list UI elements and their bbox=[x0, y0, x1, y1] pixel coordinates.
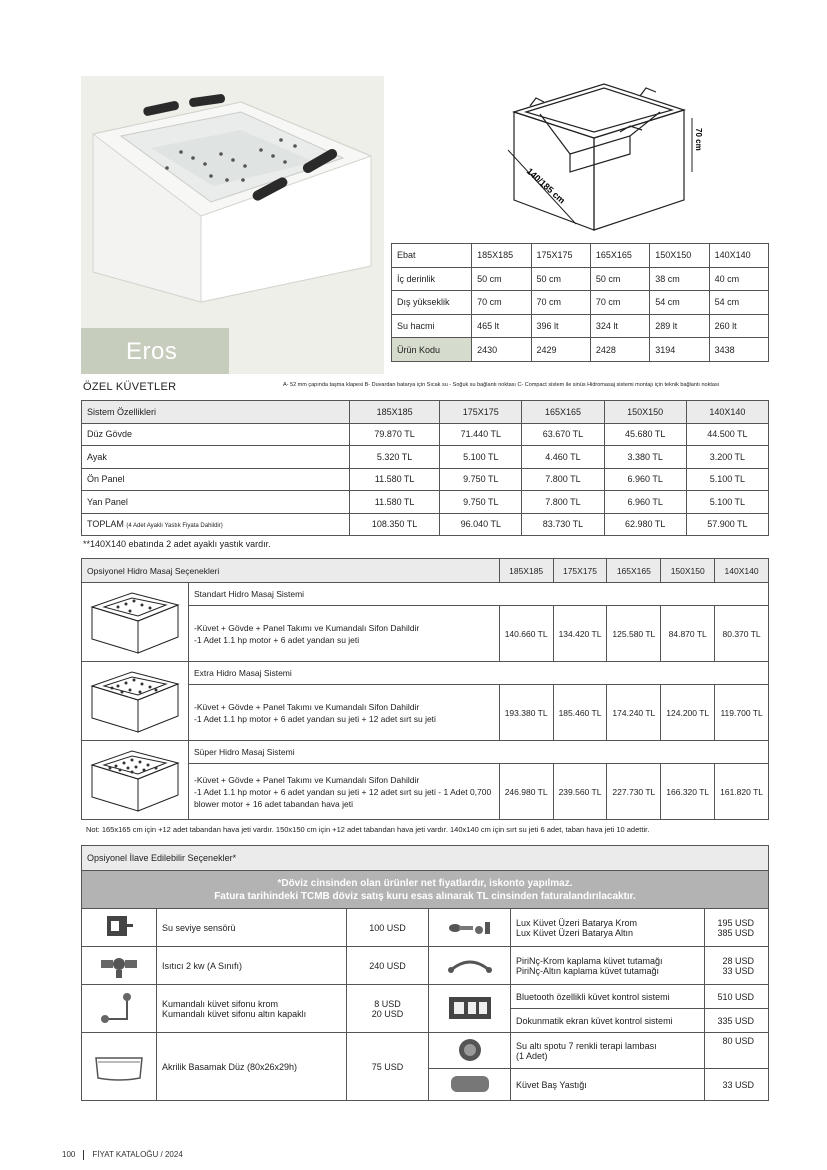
options-table bbox=[81, 845, 769, 1101]
height-dimension-label: 70 cm bbox=[694, 128, 703, 151]
option-price: 33 USD bbox=[705, 1069, 769, 1101]
hydro-option-name-row bbox=[82, 741, 769, 764]
drain-siphon-icon bbox=[82, 985, 157, 1033]
spec-row bbox=[392, 291, 769, 315]
price-cell: 79.870 TL bbox=[350, 423, 440, 446]
hydro-header-cell: 165X165 bbox=[607, 559, 661, 583]
option-label: Lux Küvet Üzeri Batarya Altın bbox=[516, 927, 634, 938]
spec-header-cell: 140X140 bbox=[709, 244, 768, 268]
price-cell: 3.200 TL bbox=[686, 446, 768, 469]
spec-cell: 3438 bbox=[709, 338, 768, 362]
spec-cell: 40 cm bbox=[709, 267, 768, 291]
tub-jets-icon bbox=[82, 741, 188, 817]
price-table bbox=[81, 400, 769, 536]
options-header-row bbox=[82, 846, 769, 871]
price-cell: 7.800 TL bbox=[522, 468, 604, 491]
footer-divider bbox=[83, 1150, 84, 1160]
price-footnote: **140X140 ebatında 2 adet ayaklı yastık vardır. bbox=[83, 539, 271, 549]
option-price: 510 USD bbox=[705, 985, 769, 1009]
option-label: Kumandalı küvet sifonu altın kapaklı bbox=[162, 1008, 307, 1019]
price-row-label: Ön Panel bbox=[82, 468, 350, 491]
hydro-option-name: Standart Hidro Masaj Sistemi bbox=[189, 583, 769, 606]
desc-line: -Küvet + Gövde + Panel Takımı ve Kumandalı Sifon Dahildir bbox=[194, 622, 420, 633]
hydro-header-cell: 140X140 bbox=[715, 559, 769, 583]
option-label: Su seviye sensörü bbox=[157, 909, 347, 947]
price-cell: 4.460 TL bbox=[522, 446, 604, 469]
spec-cell: 38 cm bbox=[650, 267, 709, 291]
desc-line: -1 Adet 1.1 hp motor + 6 adet yandan su jeti + 12 adet sırt su jeti bbox=[194, 713, 436, 724]
pillow-icon bbox=[429, 1069, 511, 1101]
price-cell: 63.670 TL bbox=[522, 423, 604, 446]
option-price: 240 USD bbox=[347, 947, 429, 985]
faucet-icon bbox=[429, 909, 511, 947]
spec-cell: 289 lt bbox=[650, 314, 709, 338]
catalog-title: FİYAT KATALOĞU / 2024 bbox=[92, 1150, 183, 1160]
option-price: 385 USD bbox=[717, 927, 754, 938]
price-header-cell: 175X175 bbox=[440, 401, 522, 424]
price-cell: 45.680 TL bbox=[604, 423, 686, 446]
hydro-price: 239.560 TL bbox=[553, 764, 607, 820]
hydro-price: 227.730 TL bbox=[607, 764, 661, 820]
spec-header-cell: 185X185 bbox=[472, 244, 531, 268]
hydro-price: 166.320 TL bbox=[661, 764, 715, 820]
option-price: 20 USD bbox=[371, 1008, 404, 1019]
total-note: (4 Adet Ayaklı Yastık Fiyata Dahildir) bbox=[126, 523, 223, 530]
option-price: 33 USD bbox=[722, 965, 754, 976]
option-price: 28 USD bbox=[722, 955, 754, 966]
level-sensor-icon bbox=[82, 909, 157, 947]
spec-cell: 2428 bbox=[590, 338, 649, 362]
price-row-label: Yan Panel bbox=[82, 491, 350, 514]
option-price-cell bbox=[705, 909, 769, 947]
product-name-box bbox=[81, 328, 229, 374]
option-label: Akrilik Basamak Düz (80x26x29h) bbox=[157, 1033, 347, 1101]
step-icon bbox=[82, 1033, 157, 1101]
desc-line: -Küvet + Gövde + Panel Takımı ve Kumandalı Sifon Dahildir bbox=[194, 774, 420, 785]
width-dimension-label: 140/185 cm bbox=[524, 166, 568, 206]
spot-lamp-icon bbox=[429, 1033, 511, 1069]
total-cell: 108.350 TL bbox=[350, 513, 440, 536]
price-cell: 11.580 TL bbox=[350, 468, 440, 491]
spec-cell: 465 lt bbox=[472, 314, 531, 338]
option-label: (1 Adet) bbox=[516, 1050, 548, 1061]
option-price-cell bbox=[705, 947, 769, 985]
hydro-price: 140.660 TL bbox=[499, 606, 553, 662]
total-label: TOPLAM bbox=[87, 519, 124, 530]
price-row bbox=[82, 468, 769, 491]
hydro-price: 119.700 TL bbox=[715, 685, 769, 741]
section-title: ÖZEL KÜVETLER bbox=[83, 381, 177, 393]
option-price: 100 USD bbox=[347, 909, 429, 947]
desc-line: -1 Adet 1.1 hp motor + 6 adet yandan su jeti + 12 adet sırt su jeti - 1 Adet 0,700 blower motor + 16 adet tabandan hava jeti bbox=[194, 786, 492, 809]
connection-note: A- 52 mm çapında taşma klapesi B- Duvardan batarya için Sıcak su - Soğuk su bağlantı noktası C- Compact sistem ile sinüs Hidromasaj sistemi montajı için teknik bağlantı noktası bbox=[283, 382, 720, 388]
option-price: 80 USD bbox=[705, 1033, 769, 1069]
spec-cell: 2430 bbox=[472, 338, 531, 362]
banner-line: *Döviz cinsinden olan ürünler net fiyatlardır, iskonto yapılmaz. bbox=[277, 877, 573, 889]
price-header-cell: 165X165 bbox=[522, 401, 604, 424]
price-cell: 7.800 TL bbox=[522, 491, 604, 514]
option-label: Küvet Baş Yastığı bbox=[511, 1069, 705, 1101]
hydro-price: 185.460 TL bbox=[553, 685, 607, 741]
options-banner bbox=[82, 871, 769, 909]
spec-row-label: Dış yükseklik bbox=[392, 291, 472, 315]
hydro-option-desc bbox=[189, 764, 500, 820]
price-cell: 11.580 TL bbox=[350, 491, 440, 514]
hydro-option-name: Süper Hidro Masaj Sistemi bbox=[189, 741, 769, 764]
options-banner-row bbox=[82, 871, 769, 909]
hydro-header-cell: 175X175 bbox=[553, 559, 607, 583]
control-panel-icon bbox=[429, 985, 511, 1033]
options-row bbox=[82, 1033, 769, 1069]
option-label-cell bbox=[511, 947, 705, 985]
price-cell: 5.320 TL bbox=[350, 446, 440, 469]
hydro-header-row bbox=[82, 559, 769, 583]
price-row bbox=[82, 446, 769, 469]
spec-cell: 70 cm bbox=[590, 291, 649, 315]
spec-row-code bbox=[392, 338, 769, 362]
price-row bbox=[82, 423, 769, 446]
price-total-label-cell bbox=[82, 513, 350, 536]
spec-cell: 324 lt bbox=[590, 314, 649, 338]
banner-line: Fatura tarihindeki TCMB döviz satış kuru esas alınarak TL cinsinden faturalandırılacaktır. bbox=[214, 890, 636, 902]
price-cell: 3.380 TL bbox=[604, 446, 686, 469]
option-price: 195 USD bbox=[717, 917, 754, 928]
price-cell: 9.750 TL bbox=[440, 491, 522, 514]
spec-header-cell: Ebat bbox=[392, 244, 472, 268]
total-cell: 83.730 TL bbox=[522, 513, 604, 536]
hydro-price: 124.200 TL bbox=[661, 685, 715, 741]
hydro-price: 246.980 TL bbox=[499, 764, 553, 820]
options-row bbox=[82, 985, 769, 1009]
option-price: 335 USD bbox=[705, 1009, 769, 1033]
heater-icon bbox=[82, 947, 157, 985]
hydro-price: 193.380 TL bbox=[499, 685, 553, 741]
product-name: Eros bbox=[126, 338, 178, 365]
hydro-option-desc bbox=[189, 606, 500, 662]
hydro-header-cell: Opsiyonel Hidro Masaj Seçenekleri bbox=[82, 559, 500, 583]
price-header-cell: 150X150 bbox=[604, 401, 686, 424]
option-label-cell bbox=[511, 909, 705, 947]
option-label: Dokunmatik ekran küvet kontrol sistemi bbox=[511, 1009, 705, 1033]
option-price-cell bbox=[347, 985, 429, 1033]
hydro-price: 161.820 TL bbox=[715, 764, 769, 820]
spec-row-label: Ürün Kodu bbox=[392, 338, 472, 362]
spec-header-cell: 165X165 bbox=[590, 244, 649, 268]
option-label-cell bbox=[511, 1033, 705, 1069]
spec-row-label: İç derinlik bbox=[392, 267, 472, 291]
option-label: Lux Küvet Üzeri Batarya Krom bbox=[516, 917, 638, 928]
desc-line: -1 Adet 1.1 hp motor + 6 adet yandan su jeti bbox=[194, 634, 360, 645]
option-label: Bluetooth özellikli küvet kontrol sistemi bbox=[511, 985, 705, 1009]
price-cell: 6.960 TL bbox=[604, 468, 686, 491]
price-header-cell: 185X185 bbox=[350, 401, 440, 424]
price-cell: 5.100 TL bbox=[686, 468, 768, 491]
spec-row-label: Su hacmi bbox=[392, 314, 472, 338]
spec-cell: 3194 bbox=[650, 338, 709, 362]
spec-cell: 54 cm bbox=[650, 291, 709, 315]
page-footer bbox=[62, 1150, 183, 1160]
tub-jets-icon bbox=[82, 583, 188, 659]
price-cell: 44.500 TL bbox=[686, 423, 768, 446]
desc-line: -Küvet + Gövde + Panel Takımı ve Kumandalı Sifon Dahildir bbox=[194, 701, 420, 712]
hydro-option-desc bbox=[189, 685, 500, 741]
option-label: Su altı spotu 7 renkli terapi lambası bbox=[516, 1040, 657, 1051]
hydro-header-cell: 150X150 bbox=[661, 559, 715, 583]
hydro-option-name-row bbox=[82, 583, 769, 606]
spec-cell: 2429 bbox=[531, 338, 590, 362]
option-label: Kumandalı küvet sifonu krom bbox=[162, 998, 279, 1009]
price-cell: 9.750 TL bbox=[440, 468, 522, 491]
option-label-cell bbox=[157, 985, 347, 1033]
hydro-price: 125.580 TL bbox=[607, 606, 661, 662]
spec-cell: 396 lt bbox=[531, 314, 590, 338]
tub-diagram-cell bbox=[82, 662, 189, 741]
price-header-cell: Sistem Özellikleri bbox=[82, 401, 350, 424]
price-row-label: Ayak bbox=[82, 446, 350, 469]
option-label: PiriNç-Altın kaplama küvet tutamağı bbox=[516, 965, 660, 976]
spec-cell: 50 cm bbox=[590, 267, 649, 291]
spec-table bbox=[391, 243, 769, 362]
price-header-row bbox=[82, 401, 769, 424]
spec-cell: 50 cm bbox=[472, 267, 531, 291]
spec-cell: 54 cm bbox=[709, 291, 768, 315]
page-number: 100 bbox=[62, 1150, 76, 1160]
total-cell: 62.980 TL bbox=[604, 513, 686, 536]
technical-drawing bbox=[500, 72, 770, 242]
spec-header-cell: 150X150 bbox=[650, 244, 709, 268]
options-row bbox=[82, 909, 769, 947]
price-cell: 71.440 TL bbox=[440, 423, 522, 446]
hydro-price: 80.370 TL bbox=[715, 606, 769, 662]
hydro-price: 174.240 TL bbox=[607, 685, 661, 741]
price-row bbox=[82, 491, 769, 514]
price-row-label: Düz Gövde bbox=[82, 423, 350, 446]
spec-row bbox=[392, 314, 769, 338]
tub-diagram-cell bbox=[82, 583, 189, 662]
option-label: PiriNç-Krom kaplama küvet tutamağı bbox=[516, 955, 663, 966]
options-row bbox=[82, 947, 769, 985]
spec-header-row bbox=[392, 244, 769, 268]
option-price: 8 USD bbox=[374, 998, 401, 1009]
handle-icon bbox=[429, 947, 511, 985]
price-total-row bbox=[82, 513, 769, 536]
total-cell: 57.900 TL bbox=[686, 513, 768, 536]
hydro-price: 84.870 TL bbox=[661, 606, 715, 662]
option-price: 75 USD bbox=[347, 1033, 429, 1101]
hydro-table bbox=[81, 558, 769, 820]
price-cell: 6.960 TL bbox=[604, 491, 686, 514]
spec-header-cell: 175X175 bbox=[531, 244, 590, 268]
option-label: Isıtıcı 2 kw (A Sınıfı) bbox=[157, 947, 347, 985]
tub-diagram-cell bbox=[82, 741, 189, 820]
spec-cell: 260 lt bbox=[709, 314, 768, 338]
hydro-price: 134.420 TL bbox=[553, 606, 607, 662]
hydro-note: Not: 165x165 cm için +12 adet tabandan hava jeti vardır. 150x150 cm için +12 adet tabandan hava jeti vardır. 140x140 cm için sırt su jeti 6 adet, taban hava jeti 10 adettir. bbox=[86, 825, 650, 834]
total-cell: 96.040 TL bbox=[440, 513, 522, 536]
spec-cell: 70 cm bbox=[472, 291, 531, 315]
price-header-cell: 140X140 bbox=[686, 401, 768, 424]
spec-cell: 50 cm bbox=[531, 267, 590, 291]
spec-row bbox=[392, 267, 769, 291]
options-title: Opsiyonel İlave Edilebilir Seçenekler* bbox=[82, 846, 769, 871]
tub-jets-icon bbox=[82, 662, 188, 738]
hydro-header-cell: 185X185 bbox=[499, 559, 553, 583]
hydro-option-name: Extra Hidro Masaj Sistemi bbox=[189, 662, 769, 685]
price-cell: 5.100 TL bbox=[440, 446, 522, 469]
price-cell: 5.100 TL bbox=[686, 491, 768, 514]
hydro-option-name-row bbox=[82, 662, 769, 685]
spec-cell: 70 cm bbox=[531, 291, 590, 315]
